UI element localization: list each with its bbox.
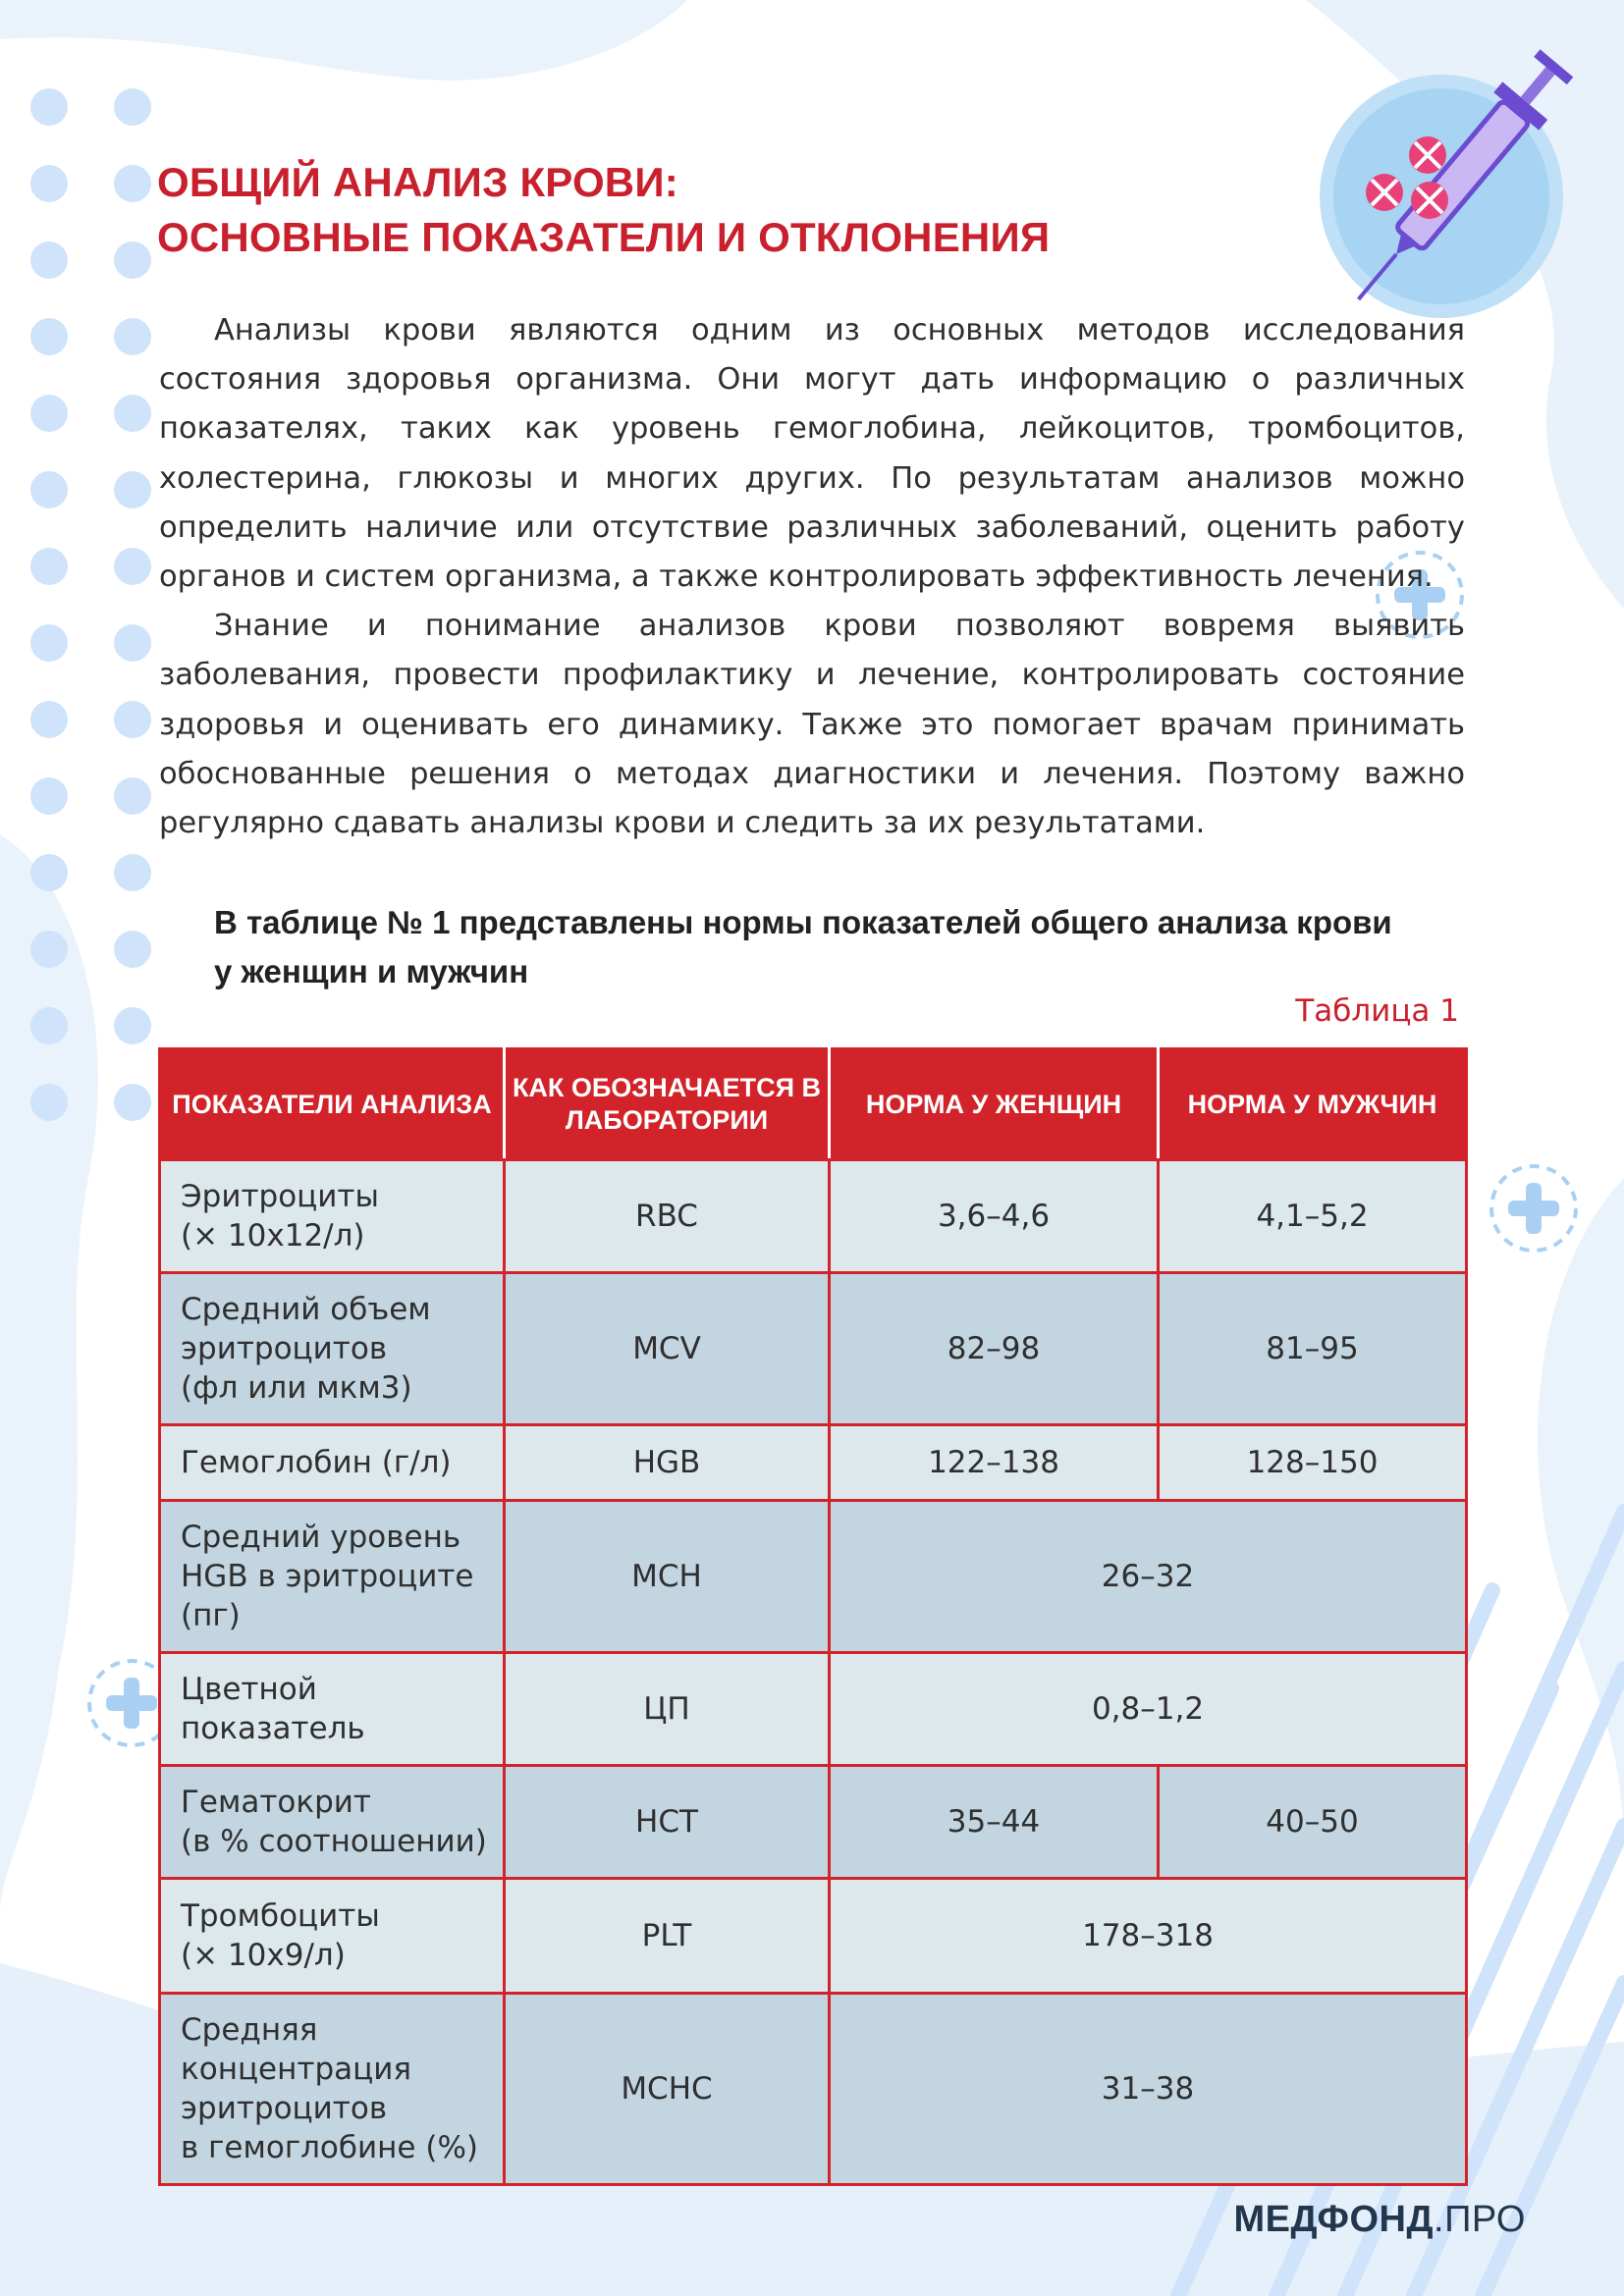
women-norm: 82–98 <box>830 1273 1159 1425</box>
indicator-name: Средняя концентрация эритроцитов в гемоглобине (%) <box>160 1994 505 2185</box>
brand-suffix: .ПРО <box>1434 2199 1526 2240</box>
lab-code: MCHC <box>505 1994 830 2185</box>
shared-norm: 26–32 <box>830 1501 1467 1653</box>
indicator-name: Тромбоциты (× 10х9/л) <box>160 1879 505 1994</box>
indicator-name: Гемоглобин (г/л) <box>160 1425 505 1501</box>
table-header-row <box>160 1049 1467 1160</box>
shared-norm: 31–38 <box>830 1994 1467 2185</box>
title-line-1: ОБЩИЙ АНАЛИЗ КРОВИ: <box>157 159 678 205</box>
table-number: Таблица 1 <box>1295 993 1459 1029</box>
table-row <box>160 1501 1467 1653</box>
lab-code: RBC <box>505 1160 830 1273</box>
header-women-norm: НОРМА У ЖЕНЩИН <box>830 1049 1159 1160</box>
indicator-name: Средний уровень HGB в эритроците (пг) <box>160 1501 505 1653</box>
lab-code: PLT <box>505 1879 830 1994</box>
table-row <box>160 1160 1467 1273</box>
header-indicator: ПОКАЗАТЕЛИ АНАЛИЗА <box>160 1049 505 1160</box>
shared-norm: 178–318 <box>830 1879 1467 1994</box>
lab-code: HCT <box>505 1766 830 1879</box>
intro-paragraph-1: Анализы крови являются одним из основных методов исследования состояния здоровья организма. Они могут дать информацию о различных показателях, таких как уровень гемоглобина, лейкоцитов, тромбоцитов, холестерина, глюкозы и многих других. По результатам анализов можно определить наличие или отсутствие различных заболеваний, оценить работу органов и систем организма, а также контролировать эффективность лечения. <box>159 313 1465 595</box>
women-norm: 3,6–4,6 <box>830 1160 1159 1273</box>
shared-norm: 0,8–1,2 <box>830 1653 1467 1766</box>
table-row <box>160 1653 1467 1766</box>
lab-code: HGB <box>505 1425 830 1501</box>
table-row <box>160 1766 1467 1879</box>
men-norm: 40–50 <box>1159 1766 1467 1879</box>
brand-logo <box>1233 2199 1526 2241</box>
women-norm: 122–138 <box>830 1425 1159 1501</box>
men-norm: 4,1–5,2 <box>1159 1160 1467 1273</box>
page-title <box>157 155 1139 265</box>
indicator-name: Цветной показатель <box>160 1653 505 1766</box>
table-row <box>160 1994 1467 2185</box>
blood-norms-table <box>158 1047 1468 2186</box>
men-norm: 81–95 <box>1159 1273 1467 1425</box>
table-row <box>160 1879 1467 1994</box>
women-norm: 35–44 <box>830 1766 1159 1879</box>
men-norm: 128–150 <box>1159 1425 1467 1501</box>
intro-paragraph-2: Знание и понимание анализов крови позволяют вовремя выявить заболевания, провести профилактику и лечение, контролировать состояние здоровья и оценивать его динамику. Также это помогает врачам принимать обоснованные решения о методах диагностики и лечения. Поэтому важно регулярно сдавать анализы крови и следить за их результатами. <box>159 609 1465 841</box>
brand-name: МЕДФОНД <box>1233 2199 1435 2240</box>
indicator-name: Гематокрит (в % соотношении) <box>160 1766 505 1879</box>
lab-code: MCV <box>505 1273 830 1425</box>
lab-code: ЦП <box>505 1653 830 1766</box>
lab-code: MCH <box>505 1501 830 1653</box>
indicator-name: Средний объем эритроцитов (фл или мкм3) <box>160 1273 505 1425</box>
table-row <box>160 1425 1467 1501</box>
header-lab-code: КАК ОБОЗНАЧАЕТСЯ В ЛАБОРАТОРИИ <box>505 1049 830 1160</box>
header-men-norm: НОРМА У МУЖЧИН <box>1159 1049 1467 1160</box>
table-row <box>160 1273 1467 1425</box>
table-caption: В таблице № 1 представлены нормы показателей общего анализа крови у женщин и мужчин <box>214 904 1392 989</box>
title-line-2: ОСНОВНЫЕ ПОКАЗАТЕЛИ И ОТКЛОНЕНИЯ <box>157 214 1051 260</box>
indicator-name: Эритроциты (× 10х12/л) <box>160 1160 505 1273</box>
intro-text <box>159 306 1465 848</box>
